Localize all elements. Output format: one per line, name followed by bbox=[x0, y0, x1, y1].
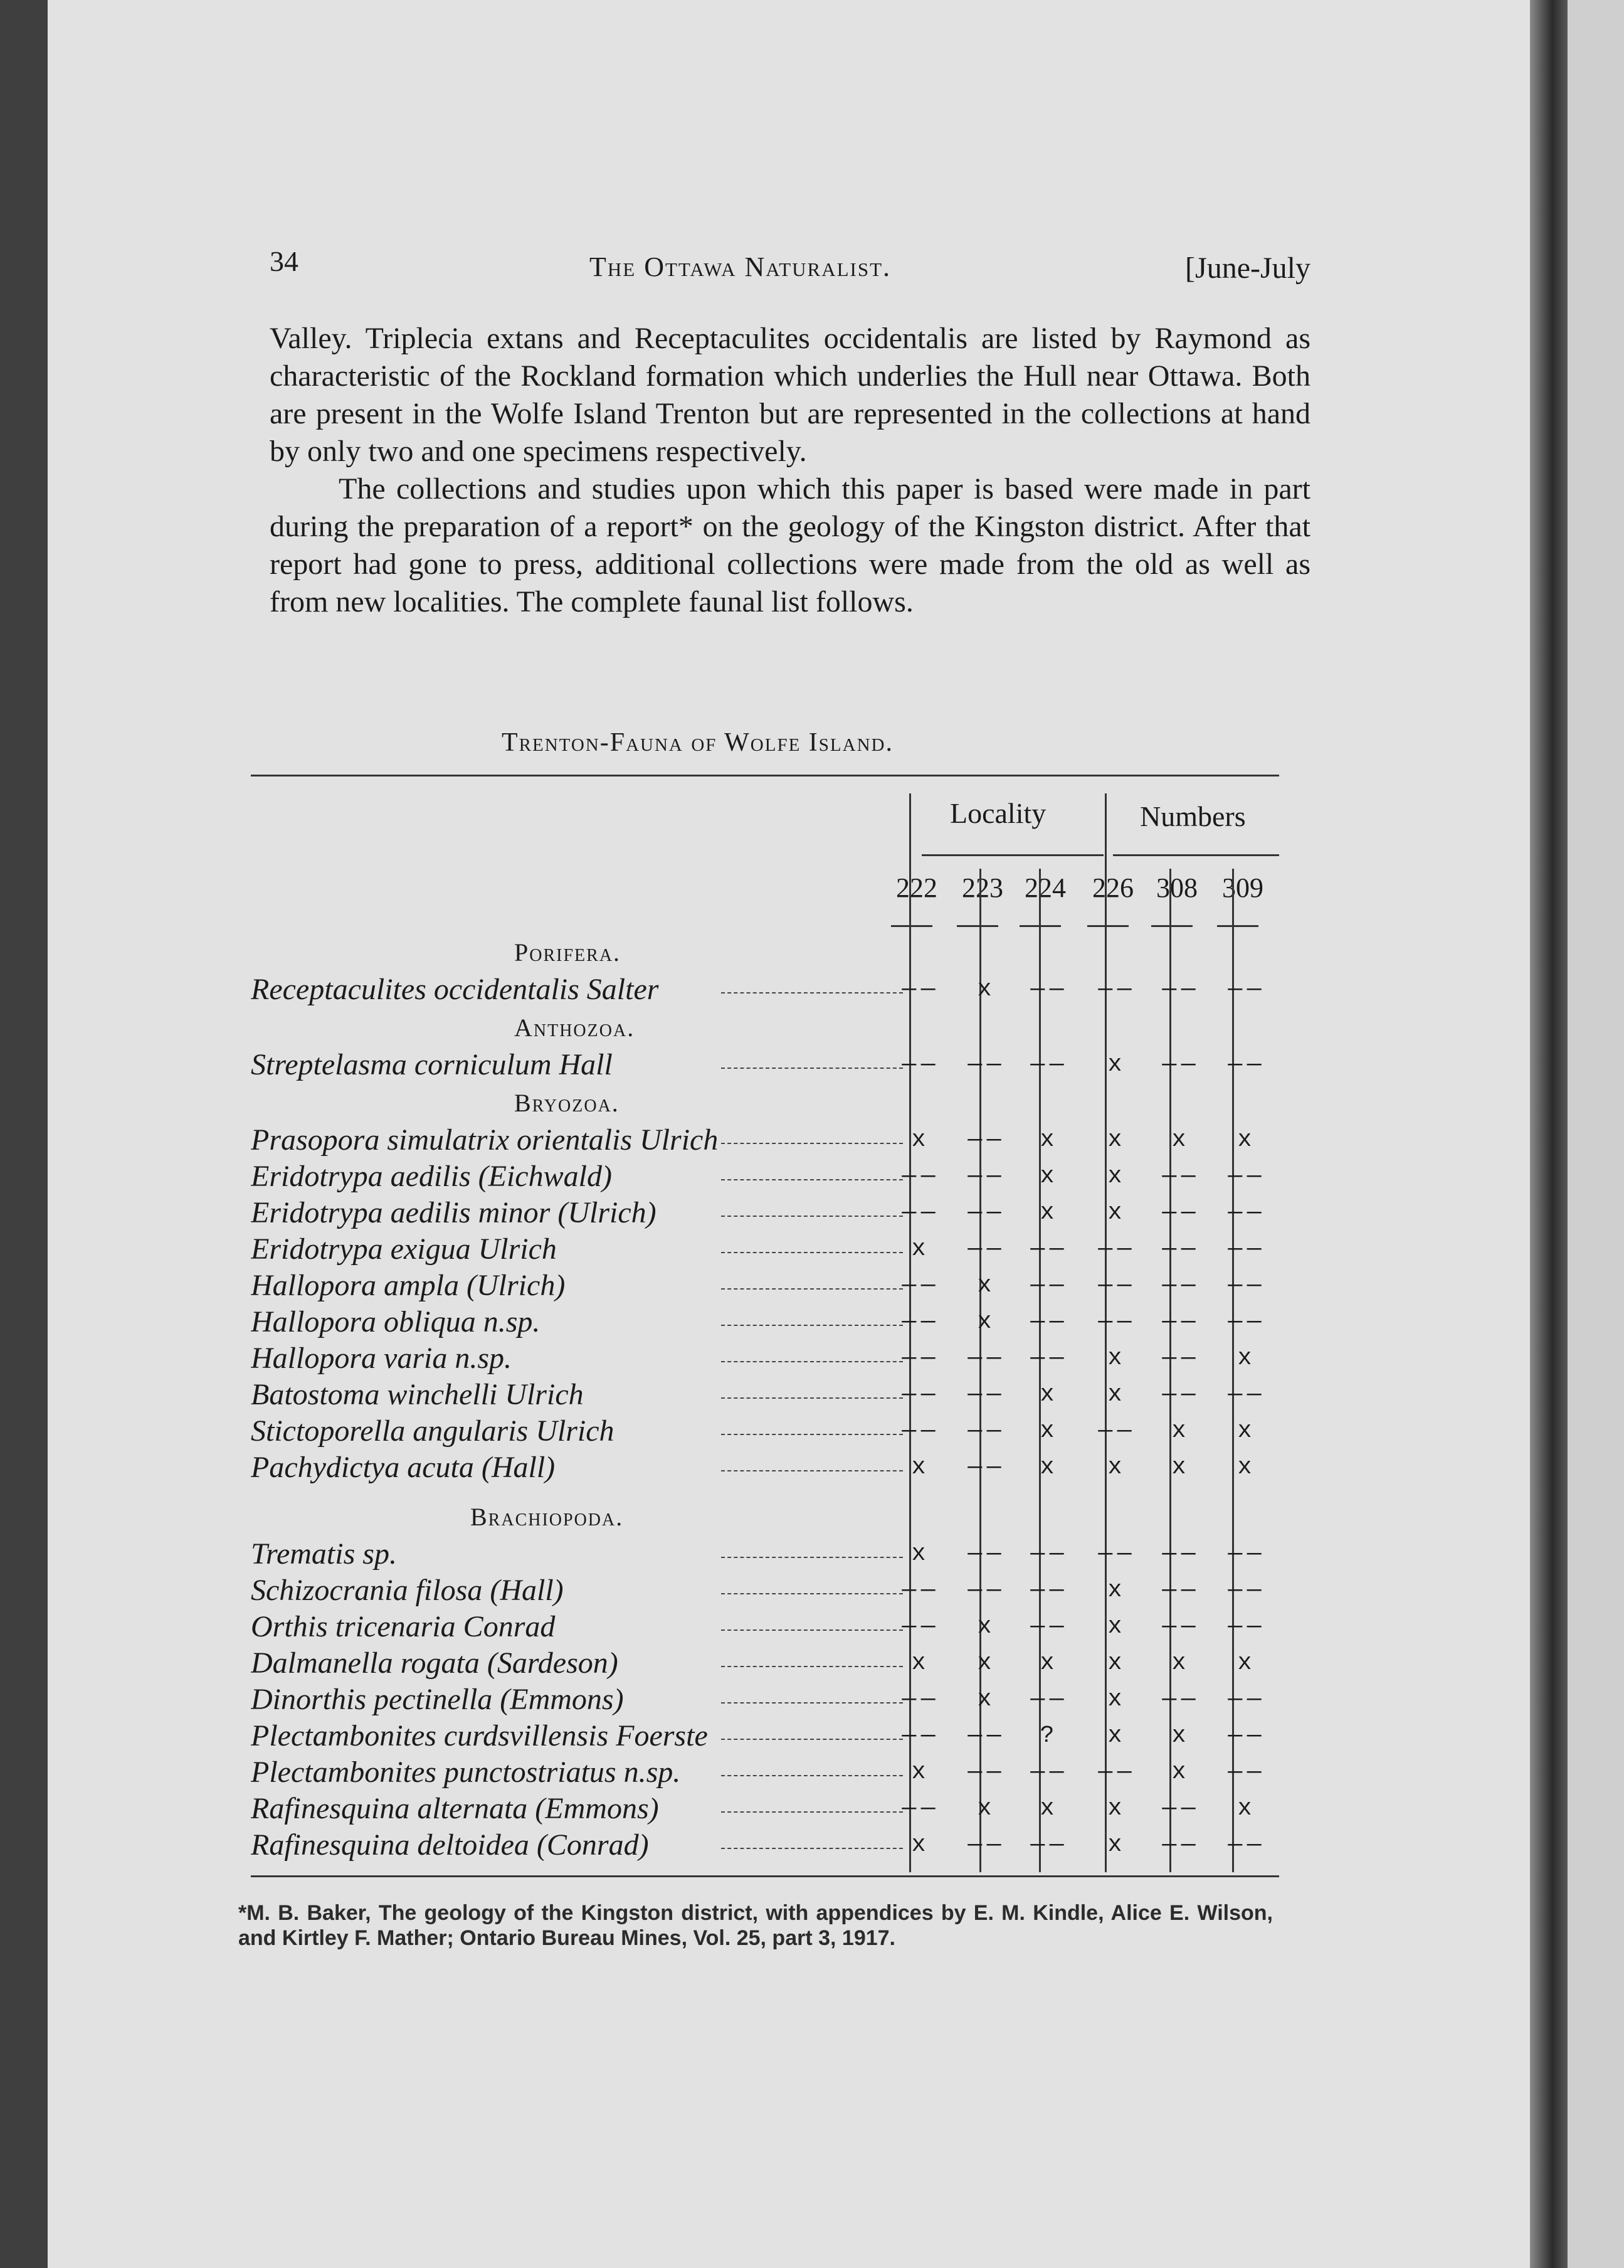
table-cell: — — bbox=[968, 1236, 1001, 1263]
column-number: 224 bbox=[1025, 872, 1066, 903]
table-cell: — — bbox=[1030, 1236, 1064, 1263]
table-cell: — — bbox=[1098, 1236, 1132, 1263]
table-top-rule bbox=[251, 775, 1279, 776]
table-cell: — — bbox=[1228, 1272, 1262, 1299]
table-cell: x bbox=[1171, 1759, 1186, 1786]
table-cell: x bbox=[1107, 1831, 1122, 1858]
body-text bbox=[270, 320, 1310, 621]
table-cell: — — bbox=[1228, 1163, 1262, 1190]
table-cell: — — bbox=[1162, 1613, 1196, 1640]
table-cell: x bbox=[1237, 1795, 1252, 1822]
species-name: Eridotrypa exigua Ulrich bbox=[251, 1232, 557, 1266]
table-cell: x bbox=[911, 1759, 926, 1786]
table-cell: x bbox=[977, 1795, 992, 1822]
table-cell: — — bbox=[1030, 1345, 1064, 1372]
table-cell: — — bbox=[968, 1126, 1001, 1153]
table-cell: — — bbox=[968, 1454, 1001, 1481]
table-cell: x bbox=[1237, 1417, 1252, 1444]
table-cell: ? bbox=[1040, 1722, 1055, 1749]
table-cell: x bbox=[911, 1236, 926, 1263]
group-heading: Bryozoa. bbox=[514, 1089, 620, 1117]
table-cell: — — bbox=[1098, 976, 1132, 1003]
page-edge-shadow bbox=[1530, 0, 1568, 2268]
leader-dots bbox=[721, 1068, 903, 1069]
table-cell: — — bbox=[1162, 1831, 1196, 1858]
group-heading: Anthozoa. bbox=[514, 1014, 635, 1042]
leader-dots bbox=[721, 1252, 903, 1253]
table-cell: — — bbox=[1228, 1236, 1262, 1263]
table-cell: — — bbox=[902, 1345, 936, 1372]
leader-dots bbox=[721, 1666, 903, 1667]
table-cell: — — bbox=[1098, 1417, 1132, 1444]
table-cell: — — bbox=[902, 1272, 936, 1299]
species-name: Stictoporella angularis Ulrich bbox=[251, 1414, 614, 1448]
table-cell: — — bbox=[968, 1759, 1001, 1786]
table-cell: x bbox=[1040, 1163, 1055, 1190]
table-cell: — — bbox=[1030, 976, 1064, 1003]
column-number: 309 bbox=[1222, 872, 1263, 903]
table-cell: — — bbox=[1162, 1577, 1196, 1604]
table-cell: x bbox=[1107, 1577, 1122, 1604]
table-cell: — — bbox=[1162, 1795, 1196, 1822]
table-cell: — — bbox=[1030, 1613, 1064, 1640]
species-name: Hallopora ampla (Ulrich) bbox=[251, 1269, 566, 1302]
table-cell: — — bbox=[1030, 1308, 1064, 1335]
species-name: Receptaculites occidentalis Salter bbox=[251, 973, 659, 1006]
column-number: 226 bbox=[1092, 872, 1134, 903]
table-cell: — — bbox=[1162, 1686, 1196, 1713]
table-cell: x bbox=[977, 1308, 992, 1335]
table-cell: x bbox=[1107, 1650, 1122, 1677]
leader-dots bbox=[721, 1593, 903, 1594]
table-cell: — — bbox=[1162, 1163, 1196, 1190]
table-cell: — — bbox=[968, 1417, 1001, 1444]
leader-dots bbox=[721, 1288, 903, 1290]
leader-dots bbox=[721, 1702, 903, 1704]
table-cell: x bbox=[1237, 1454, 1252, 1481]
table-cell: x bbox=[1107, 1381, 1122, 1408]
group-heading: Brachiopoda. bbox=[470, 1503, 624, 1531]
table-cell: x bbox=[1237, 1650, 1252, 1677]
species-name: Plectambonites curdsvillensis Foerste bbox=[251, 1719, 708, 1752]
leader-dots bbox=[721, 1775, 903, 1776]
table-cell: x bbox=[1107, 1051, 1122, 1078]
species-name: Plectambonites punctostriatus n.sp. bbox=[251, 1756, 681, 1789]
table-cell: — — bbox=[1098, 1540, 1132, 1567]
table-cell: x bbox=[1171, 1417, 1186, 1444]
table-cell: — — bbox=[968, 1345, 1001, 1372]
table-cell: x bbox=[977, 1650, 992, 1677]
table-cell: x bbox=[1107, 1722, 1122, 1749]
table-cell: — — bbox=[902, 1795, 936, 1822]
table-cell: x bbox=[1171, 1454, 1186, 1481]
species-name: Prasopora simulatrix orientalis Ulrich bbox=[251, 1123, 719, 1157]
species-name: Schizocrania filosa (Hall) bbox=[251, 1574, 564, 1607]
species-name: Eridotrypa aedilis minor (Ulrich) bbox=[251, 1196, 656, 1229]
species-name: Batostoma winchelli Ulrich bbox=[251, 1378, 584, 1411]
table-cell: x bbox=[1237, 1126, 1252, 1153]
table-cell: x bbox=[1107, 1163, 1122, 1190]
table-cell: — — bbox=[968, 1831, 1001, 1858]
journal-title: The Ottawa Naturalist. bbox=[589, 252, 892, 282]
paragraph: Valley. Triplecia extans and Receptaculites occidentalis are listed by Raymond as characteristic of the Rockland formation which underlies the Hull near Ottawa. Both are present in the Wolfe Island Trenton but are represented in the collections at hand by only two and one specimens respectively. bbox=[270, 322, 1310, 468]
table-cell: x bbox=[1040, 1454, 1055, 1481]
table-title: Trenton-Fauna of Wolfe Island. bbox=[502, 728, 894, 757]
table-cell: — — bbox=[1228, 1199, 1262, 1226]
column-header-rule-locality bbox=[922, 854, 1104, 856]
table-cell: — — bbox=[968, 1051, 1001, 1078]
table-cell: — — bbox=[1228, 976, 1262, 1003]
table-cell: — — bbox=[1030, 1759, 1064, 1786]
table-cell: — — bbox=[902, 1417, 936, 1444]
table-cell: x bbox=[911, 1540, 926, 1567]
header-numbers: Numbers bbox=[1140, 800, 1246, 832]
table-cell: x bbox=[1171, 1126, 1186, 1153]
table-cell: x bbox=[911, 1126, 926, 1153]
table-cell: — — bbox=[1228, 1381, 1262, 1408]
table-cell: x bbox=[911, 1454, 926, 1481]
leader-dots bbox=[721, 1216, 903, 1217]
table-cell: — — bbox=[902, 1381, 936, 1408]
table-cell: x bbox=[1040, 1381, 1055, 1408]
table-cell: — — bbox=[1162, 1381, 1196, 1408]
table-cell: — — bbox=[968, 1577, 1001, 1604]
leader-dots bbox=[721, 992, 903, 994]
facing-page-edge bbox=[1568, 0, 1624, 2268]
table-cell: — — bbox=[1030, 1051, 1064, 1078]
column-number-underline bbox=[1217, 925, 1258, 927]
table-cell: x bbox=[1040, 1126, 1055, 1153]
table-cell: x bbox=[911, 1650, 926, 1677]
table-cell: x bbox=[1107, 1686, 1122, 1713]
leader-dots bbox=[721, 1557, 903, 1558]
table-cell: — — bbox=[1162, 1540, 1196, 1567]
table-cell: x bbox=[1107, 1199, 1122, 1226]
leader-dots bbox=[721, 1143, 903, 1144]
table-cell: — — bbox=[1162, 1345, 1196, 1372]
leader-dots bbox=[721, 1179, 903, 1180]
column-number-underline bbox=[1087, 925, 1129, 927]
table-cell: — — bbox=[902, 1686, 936, 1713]
species-name: Eridotrypa aedilis (Eichwald) bbox=[251, 1160, 612, 1193]
table-cell: x bbox=[1237, 1345, 1252, 1372]
table-cell: — — bbox=[1162, 1236, 1196, 1263]
table-cell: x bbox=[1107, 1345, 1122, 1372]
table-cell: x bbox=[977, 1613, 992, 1640]
table-cell: — — bbox=[1030, 1831, 1064, 1858]
page-number: 34 bbox=[270, 245, 298, 277]
table-cell: — — bbox=[1098, 1759, 1132, 1786]
table-cell: — — bbox=[902, 1577, 936, 1604]
leader-dots bbox=[721, 1397, 903, 1399]
table-cell: — — bbox=[1228, 1759, 1262, 1786]
issue-date: [June-July bbox=[1185, 252, 1310, 285]
table-cell: — — bbox=[1162, 1051, 1196, 1078]
header-locality: Locality bbox=[950, 797, 1047, 829]
footnote: *M. B. Baker, The geology of the Kingston district, with appendices by E. M. Kindle, Alice E. Wilson, and Kirtley F. Mather; Ontario Bureau Mines, Vol. 25, part 3, 1917. bbox=[238, 1901, 1273, 1950]
table-cell: — — bbox=[1228, 1540, 1262, 1567]
table-cell: — — bbox=[1098, 1308, 1132, 1335]
table-cell: x bbox=[977, 1686, 992, 1713]
table-cell: — — bbox=[968, 1381, 1001, 1408]
table-cell: x bbox=[1040, 1650, 1055, 1677]
table-cell: x bbox=[1107, 1126, 1122, 1153]
table-cell: x bbox=[1107, 1454, 1122, 1481]
species-name: Rafinesquina deltoidea (Conrad) bbox=[251, 1828, 649, 1862]
table-cell: x bbox=[1171, 1722, 1186, 1749]
table-cell: — — bbox=[1228, 1051, 1262, 1078]
table-cell: — — bbox=[902, 1051, 936, 1078]
table-cell: x bbox=[1107, 1795, 1122, 1822]
species-name: Hallopora obliqua n.sp. bbox=[251, 1305, 540, 1338]
table-cell: — — bbox=[902, 1722, 936, 1749]
column-number: 308 bbox=[1156, 872, 1198, 903]
table-cell: — — bbox=[902, 1308, 936, 1335]
table-cell: — — bbox=[1228, 1308, 1262, 1335]
species-name: Rafinesquina alternata (Emmons) bbox=[251, 1792, 659, 1825]
leader-dots bbox=[721, 1848, 903, 1849]
species-name: Streptelasma corniculum Hall bbox=[251, 1048, 613, 1081]
table-cell: — — bbox=[902, 1163, 936, 1190]
table-cell: — — bbox=[1030, 1540, 1064, 1567]
table-cell: x bbox=[977, 1272, 992, 1299]
table-cell: — — bbox=[1228, 1722, 1262, 1749]
table-cell: — — bbox=[902, 976, 936, 1003]
table-cell: — — bbox=[1228, 1831, 1262, 1858]
leader-dots bbox=[721, 1629, 903, 1631]
table-cell: x bbox=[1107, 1613, 1122, 1640]
column-number-underline bbox=[957, 925, 998, 927]
table-cell: — — bbox=[968, 1540, 1001, 1567]
column-number-underline bbox=[1151, 925, 1193, 927]
column-number: 222 bbox=[896, 872, 937, 903]
table-bottom-rule bbox=[251, 1875, 1279, 1877]
table-cell: — — bbox=[1162, 1272, 1196, 1299]
table-cell: — — bbox=[968, 1199, 1001, 1226]
table-cell: x bbox=[1040, 1199, 1055, 1226]
table-cell: — — bbox=[1228, 1577, 1262, 1604]
leader-dots bbox=[721, 1434, 903, 1435]
table-cell: x bbox=[1040, 1417, 1055, 1444]
leader-dots bbox=[721, 1325, 903, 1326]
table-cell: x bbox=[977, 976, 992, 1003]
species-name: Orthis tricenaria Conrad bbox=[251, 1610, 556, 1643]
leader-dots bbox=[721, 1739, 903, 1740]
group-heading: Porifera. bbox=[514, 938, 621, 967]
table-cell: — — bbox=[902, 1613, 936, 1640]
table-cell: — — bbox=[968, 1722, 1001, 1749]
leader-dots bbox=[721, 1811, 903, 1813]
table-cell: — — bbox=[902, 1199, 936, 1226]
table-cell: x bbox=[911, 1831, 926, 1858]
running-header bbox=[270, 245, 1310, 295]
paragraph: The collections and studies upon which this paper is based were made in part during the preparation of a report* on the geology of the Kingston district. After that report had gone to press, additional collections were made from the old as well as from new localities. The complete faunal list follows. bbox=[270, 472, 1310, 618]
table-cell: x bbox=[1040, 1795, 1055, 1822]
species-name: Pachydictya acuta (Hall) bbox=[251, 1451, 556, 1484]
table-cell: — — bbox=[1030, 1272, 1064, 1299]
table-cell: — — bbox=[1162, 1308, 1196, 1335]
table-cell: — — bbox=[1030, 1577, 1064, 1604]
column-number: 223 bbox=[962, 872, 1003, 903]
table-cell: — — bbox=[1228, 1613, 1262, 1640]
table-cell: — — bbox=[1162, 976, 1196, 1003]
leader-dots bbox=[721, 1470, 903, 1471]
table-cell: — — bbox=[1162, 1199, 1196, 1226]
leader-dots bbox=[721, 1361, 903, 1362]
table-cell: — — bbox=[968, 1163, 1001, 1190]
table-cell: x bbox=[1171, 1650, 1186, 1677]
table-cell: — — bbox=[1228, 1686, 1262, 1713]
species-name: Trematis sp. bbox=[251, 1537, 397, 1571]
column-number-underline bbox=[891, 925, 932, 927]
species-name: Hallopora varia n.sp. bbox=[251, 1342, 512, 1375]
column-header-rule-numbers bbox=[1113, 854, 1279, 856]
table-cell: — — bbox=[1098, 1272, 1132, 1299]
species-name: Dinorthis pectinella (Emmons) bbox=[251, 1683, 624, 1716]
species-name: Dalmanella rogata (Sardeson) bbox=[251, 1646, 618, 1680]
table-cell: — — bbox=[1030, 1686, 1064, 1713]
